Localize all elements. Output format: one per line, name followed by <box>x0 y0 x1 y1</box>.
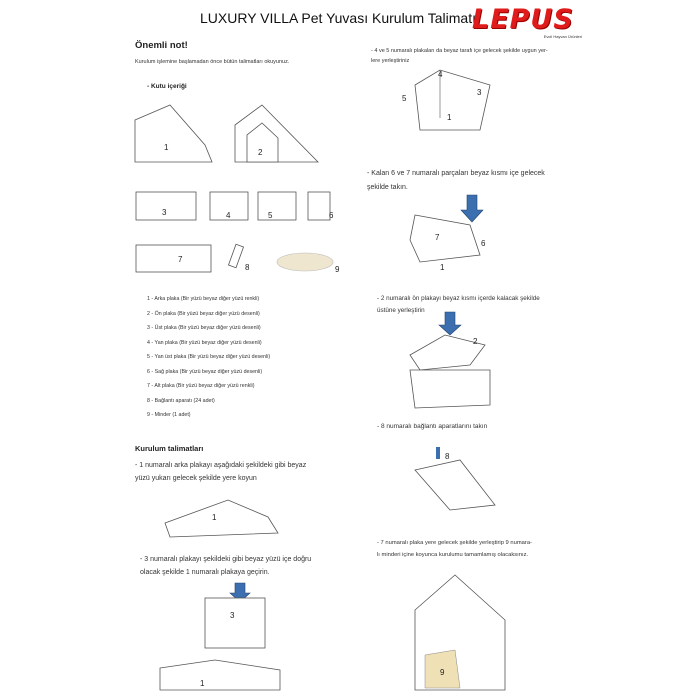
label-5: 5 <box>268 211 273 220</box>
box-items-list <box>147 292 270 423</box>
step-line: yüzü yukarı gelecek şekilde yere koyun <box>135 475 257 482</box>
step6-assembly <box>415 460 495 510</box>
step2-panel-1 <box>160 660 280 690</box>
panel-5 <box>258 192 296 220</box>
step3-assembly <box>415 70 490 130</box>
list-item: 3 - Üst plaka (Bir yüzü beyaz diğer yüzü desenli) <box>147 325 261 331</box>
step3-label-5: 5 <box>402 94 407 103</box>
step1-panel <box>165 500 278 537</box>
page-title: LUXURY VILLA Pet Yuvası Kurulum Talimatı <box>200 10 477 26</box>
step-line: olacak şekilde 1 numaralı plakaya geçirin. <box>140 569 270 576</box>
label-3: 3 <box>162 208 167 217</box>
step-3-text <box>371 46 548 66</box>
step2-label-3: 3 <box>230 611 235 620</box>
label-2: 2 <box>258 148 263 157</box>
step6-label-8: 8 <box>445 452 450 461</box>
step5-base <box>410 370 490 408</box>
step-line: - 4 ve 5 numaralı plakaları da beyaz tarafı içe gelecek şekilde uygun yer- <box>371 48 548 54</box>
list-item: 2 - Ön plaka (Bir yüzü beyaz diğer yüzü desenli) <box>147 310 260 317</box>
list-item: 1 - Arka plaka (Bir yüzü beyaz diğer yüzü renkli) <box>147 296 260 302</box>
list-item: 5 - Yan üst plaka (Bir yüzü beyaz diğer yüzü desenli) <box>147 354 271 360</box>
step-7-text <box>377 537 532 561</box>
step4-label-1: 1 <box>440 263 445 272</box>
step3-label-4: 4 <box>438 70 443 79</box>
note-heading: Önemli not! <box>135 40 188 51</box>
step-line: lere yerleştiriniz <box>371 58 410 64</box>
step-line: - 1 numaralı arka plakayı aşağıdaki şekildeki gibi beyaz <box>135 462 307 469</box>
step-2-text <box>140 553 311 579</box>
instructions-heading: Kurulum talimatları <box>135 444 204 453</box>
step5-label-2: 2 <box>473 337 478 346</box>
step-5-text <box>377 293 540 317</box>
step4-label-6: 6 <box>481 239 486 248</box>
panel-7 <box>136 245 211 272</box>
list-item: 7 - Alt plaka (Bir yüzü beyaz diğer yüzü renkli) <box>147 383 255 389</box>
step4-label-7: 7 <box>435 233 440 242</box>
step3-label-1: 1 <box>447 113 452 122</box>
list-item: 4 - Yan plaka (Bir yüzü beyaz diğer yüzü desenli) <box>147 339 262 346</box>
label-8: 8 <box>245 263 250 272</box>
step-line: - 3 numaralı plakayı şekildeki gibi beyaz yüzü içe doğru <box>140 556 312 563</box>
list-item: 6 - Sağ plaka (Bir yüzü beyaz diğer yüzü desenli) <box>147 368 263 375</box>
step1-label: 1 <box>212 513 217 522</box>
label-7: 7 <box>178 255 183 264</box>
step-line: - 2 numaralı ön plakayı beyaz kısmı içerde kalacak şekilde <box>377 295 540 302</box>
step4-assembly <box>410 215 480 262</box>
logo-subtitle: Evcil Hayvan Ürünleri <box>543 34 582 39</box>
step-line: - Kalan 6 ve 7 numaralı parçaları beyaz kısmı içe gelecek <box>367 170 545 177</box>
box-heading: - Kutu içeriği <box>147 83 187 90</box>
step3-label-3: 3 <box>477 88 482 97</box>
list-item: 9 - Minder (1 adet) <box>147 412 191 418</box>
logo-text: LEPUS <box>472 4 574 35</box>
connector-8 <box>228 244 243 267</box>
panel-1 <box>135 105 212 162</box>
label-1: 1 <box>164 143 169 152</box>
step-4-text <box>367 167 545 195</box>
label-4: 4 <box>226 211 231 220</box>
step7-label-9: 9 <box>440 668 445 677</box>
step2-label-1: 1 <box>200 679 205 688</box>
cushion-9 <box>277 253 333 271</box>
label-9: 9 <box>335 265 340 274</box>
arrow-down-icon <box>461 195 483 222</box>
step-line: - 8 numaralı bağlantı aparatlarını takın <box>377 423 488 430</box>
step-6-text <box>377 423 487 430</box>
panel-6 <box>308 192 330 220</box>
step-1-text <box>135 459 306 485</box>
step2-panel-3 <box>205 598 265 648</box>
list-item: 8 - Bağlantı aparatı (24 adet) <box>147 397 215 404</box>
note-text: Kurulum işlemine başlamadan önce bütün talimatları okuyunuz. <box>135 59 290 65</box>
step-line: şekilde takın. <box>367 184 408 191</box>
step-line: lı minderi içine koyunca kurulumu tamamlamış olacaksınız. <box>377 552 529 558</box>
connector-icon <box>436 447 440 459</box>
step-line: üstüne yerleştirin <box>377 307 425 314</box>
label-6: 6 <box>329 211 334 220</box>
step-line: - 7 numaralı plaka yere gelecek şekilde yerleştirip 9 numara- <box>377 540 532 546</box>
